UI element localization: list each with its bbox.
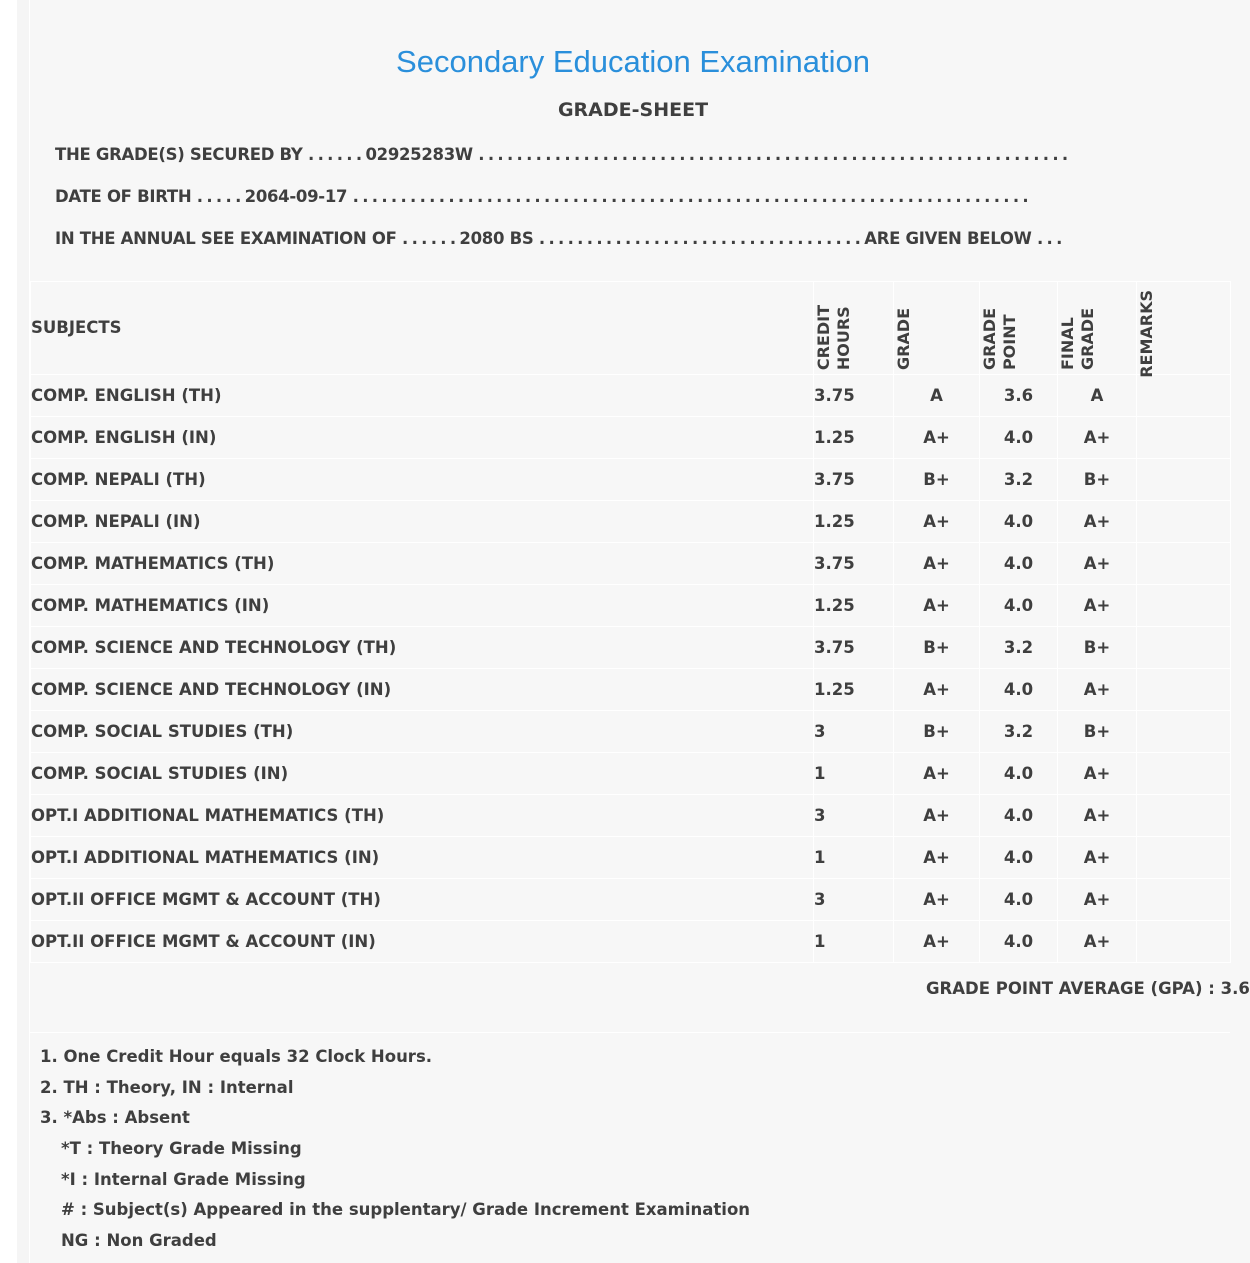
header-final-grade: FINAL GRADE <box>1058 282 1137 375</box>
note-item: 1. One Credit Hour equals 32 Clock Hours. <box>40 1047 433 1066</box>
remarks-cell <box>1137 710 1231 752</box>
remarks-cell <box>1137 584 1231 626</box>
credit-hours-cell: 1.25 <box>814 668 894 710</box>
credit-hours-cell: 3.75 <box>814 626 894 668</box>
table-row <box>31 500 1231 542</box>
note-item: *T : Theory Grade Missing <box>61 1139 302 1159</box>
page-subtitle: GRADE-SHEET <box>557 99 709 121</box>
remarks-cell <box>1137 794 1231 836</box>
remarks-cell <box>1137 458 1231 500</box>
final-grade-cell: A+ <box>1058 584 1137 626</box>
grade-cell: A+ <box>894 542 980 584</box>
subject-cell: COMP. NEPALI (TH) <box>31 458 814 500</box>
grade-point-cell: 3.6 <box>980 374 1058 416</box>
exam-label: IN THE ANNUAL SEE EXAMINATION OF <box>55 229 397 248</box>
remarks-cell <box>1137 878 1231 920</box>
grade-cell: A <box>894 374 980 416</box>
grade-point-cell: 3.2 <box>980 626 1058 668</box>
secured-by-label: THE GRADE(S) SECURED BY <box>55 145 303 164</box>
given-below-label: ARE GIVEN BELOW <box>864 229 1032 248</box>
final-grade-cell: A+ <box>1058 836 1137 878</box>
remarks-cell <box>1137 626 1231 668</box>
table-header-row <box>31 282 1231 375</box>
grade-point-cell: 4.0 <box>980 920 1058 962</box>
subject-cell: COMP. MATHEMATICS (IN) <box>31 584 814 626</box>
final-grade-cell: A+ <box>1058 878 1137 920</box>
header-credit-hours: CREDIT HOURS <box>814 282 894 375</box>
credit-hours-cell: 1 <box>814 752 894 794</box>
credit-hours-cell: 1.25 <box>814 584 894 626</box>
grade-cell: A+ <box>894 794 980 836</box>
grade-cell: A+ <box>894 836 980 878</box>
table-row <box>31 584 1231 626</box>
subject-cell: COMP. ENGLISH (TH) <box>31 374 814 416</box>
exam-year: 2080 BS <box>459 229 534 248</box>
dot-leader: .................................. <box>538 229 865 248</box>
subject-cell: COMP. SCIENCE AND TECHNOLOGY (TH) <box>31 626 814 668</box>
subject-cell: COMP. MATHEMATICS (TH) <box>31 542 814 584</box>
note-item: 3. *Abs : Absent <box>40 1108 190 1128</box>
table-row <box>31 416 1231 458</box>
dot-leader: ..... <box>196 187 245 206</box>
grade-point-cell: 4.0 <box>980 878 1058 920</box>
date-of-birth: 2064-09-17 <box>244 187 348 206</box>
final-grade-cell: A+ <box>1058 668 1137 710</box>
credit-hours-cell: 1 <box>814 920 894 962</box>
grades-table <box>30 281 1231 963</box>
final-grade-cell: A <box>1058 374 1137 416</box>
dot-leader: ...... <box>402 229 460 248</box>
final-grade-cell: A+ <box>1058 752 1137 794</box>
grade-point-cell: 4.0 <box>980 668 1058 710</box>
final-grade-cell: B+ <box>1058 458 1137 500</box>
remarks-cell <box>1137 836 1231 878</box>
credit-hours-cell: 3.75 <box>814 542 894 584</box>
credit-hours-cell: 1.25 <box>814 500 894 542</box>
remarks-cell <box>1137 374 1231 416</box>
gpa-value: 3.6 <box>1220 979 1250 998</box>
table-row <box>31 710 1231 752</box>
grade-cell: A+ <box>894 500 980 542</box>
note-item: 2. TH : Theory, IN : Internal <box>40 1077 294 1097</box>
grade-cell: A+ <box>894 752 980 794</box>
grade-point-cell: 4.0 <box>980 500 1058 542</box>
grade-point-cell: 4.0 <box>980 542 1058 584</box>
page-title: Secondary Education Examination <box>396 44 870 79</box>
table-row <box>31 458 1231 500</box>
grade-cell: A+ <box>894 878 980 920</box>
table-row <box>31 836 1231 878</box>
credit-hours-cell: 3 <box>814 710 894 752</box>
credit-hours-cell: 1 <box>814 836 894 878</box>
grade-cell: A+ <box>894 584 980 626</box>
grade-point-cell: 3.2 <box>980 710 1058 752</box>
table-row <box>31 878 1231 920</box>
gpa-row <box>30 948 1250 1033</box>
secured-by-line <box>55 145 1072 164</box>
grade-cell: A+ <box>894 668 980 710</box>
header-grade-point: GRADE POINT <box>980 282 1058 375</box>
subject-cell: OPT.II OFFICE MGMT & ACCOUNT (TH) <box>31 878 814 920</box>
final-grade-cell: A+ <box>1058 500 1137 542</box>
dot-leader: ... <box>1036 229 1066 248</box>
final-grade-cell: B+ <box>1058 626 1137 668</box>
note-item: NG : Non Graded <box>61 1231 217 1251</box>
subject-cell: OPT.II OFFICE MGMT & ACCOUNT (IN) <box>31 920 814 962</box>
final-grade-cell: B+ <box>1058 710 1137 752</box>
subject-cell: COMP. ENGLISH (IN) <box>31 416 814 458</box>
dob-line <box>55 187 1032 206</box>
dot-leader: ....................................................................... <box>352 187 1032 206</box>
note-item: *I : Internal Grade Missing <box>61 1169 306 1189</box>
grade-cell: B+ <box>894 710 980 752</box>
table-row <box>31 794 1231 836</box>
credit-hours-cell: 3.75 <box>814 374 894 416</box>
subject-cell: COMP. SCIENCE AND TECHNOLOGY (IN) <box>31 668 814 710</box>
gpa-label: GRADE POINT AVERAGE (GPA) : <box>926 979 1215 998</box>
grade-cell: B+ <box>894 626 980 668</box>
header-grade: GRADE <box>894 282 980 375</box>
dot-leader: ...... <box>308 145 366 164</box>
credit-hours-cell: 3.75 <box>814 458 894 500</box>
grade-point-cell: 4.0 <box>980 416 1058 458</box>
gpa-summary <box>926 979 1250 998</box>
table-row <box>31 542 1231 584</box>
grade-point-cell: 4.0 <box>980 584 1058 626</box>
remarks-cell <box>1137 416 1231 458</box>
final-grade-cell: A+ <box>1058 794 1137 836</box>
remarks-cell <box>1137 500 1231 542</box>
note-item: # : Subject(s) Appeared in the supplentary/ Grade Increment Examination <box>61 1200 751 1220</box>
subject-cell: OPT.I ADDITIONAL MATHEMATICS (IN) <box>31 836 814 878</box>
subject-cell: COMP. NEPALI (IN) <box>31 500 814 542</box>
subject-cell: COMP. SOCIAL STUDIES (TH) <box>31 710 814 752</box>
credit-hours-cell: 3 <box>814 794 894 836</box>
header-subjects: SUBJECTS <box>31 282 814 375</box>
dot-leader: .............................................................. <box>478 145 1072 164</box>
symbol-number: 02925283W <box>365 145 473 164</box>
subject-cell: COMP. SOCIAL STUDIES (IN) <box>31 752 814 794</box>
notes-section <box>40 1046 750 1261</box>
header-remarks: REMARKS <box>1137 282 1231 375</box>
remarks-cell <box>1137 542 1231 584</box>
final-grade-cell: A+ <box>1058 920 1137 962</box>
dob-label: DATE OF BIRTH <box>55 187 192 206</box>
grade-cell: A+ <box>894 920 980 962</box>
table-row <box>31 374 1231 416</box>
remarks-cell <box>1137 668 1231 710</box>
final-grade-cell: A+ <box>1058 416 1137 458</box>
credit-hours-cell: 1.25 <box>814 416 894 458</box>
grade-point-cell: 3.2 <box>980 458 1058 500</box>
table-row <box>31 626 1231 668</box>
grade-point-cell: 4.0 <box>980 752 1058 794</box>
grade-point-cell: 4.0 <box>980 836 1058 878</box>
credit-hours-cell: 3 <box>814 878 894 920</box>
grade-cell: B+ <box>894 458 980 500</box>
grade-cell: A+ <box>894 416 980 458</box>
grade-point-cell: 4.0 <box>980 794 1058 836</box>
remarks-cell <box>1137 752 1231 794</box>
final-grade-cell: A+ <box>1058 542 1137 584</box>
table-row <box>31 752 1231 794</box>
exam-line <box>55 229 1066 248</box>
subject-cell: OPT.I ADDITIONAL MATHEMATICS (TH) <box>31 794 814 836</box>
table-row <box>31 668 1231 710</box>
